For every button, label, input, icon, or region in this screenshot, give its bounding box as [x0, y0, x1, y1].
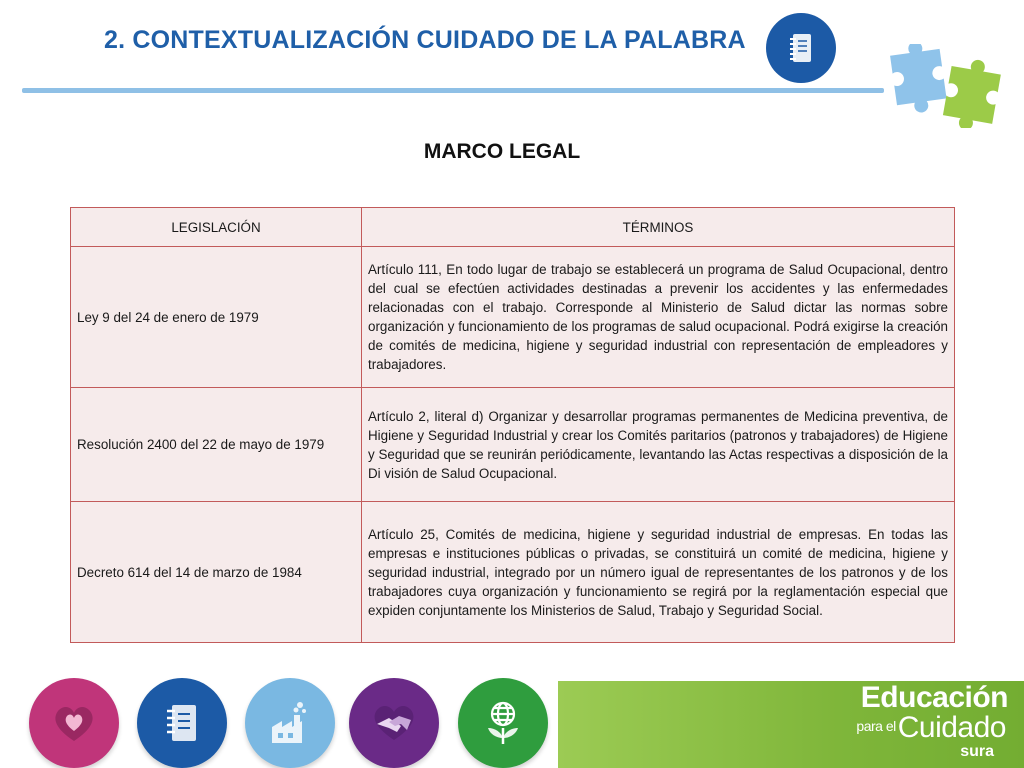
column-header-terms: TÉRMINOS — [362, 208, 955, 247]
legislation-cell: Decreto 614 del 14 de marzo de 1984 — [71, 502, 362, 643]
notebook-icon — [786, 31, 816, 65]
terms-cell: Artículo 111, En todo lugar de trabajo se establecerá un programa de Salud Ocupacional, dentro del cual se efectúen actividades destinadas a prevenir los accidentes y las enfermedades relacionadas con el trabajo. Corresponde al Ministerio de Salud dictar las normas sobre organización y funcionamiento de los programas de salud ocupacional. Podrá exigirse la creación de comités de medicina, higiene y seguridad industrial con representación de empleadores y trabajadores. — [362, 247, 955, 388]
legislation-cell: Ley 9 del 24 de enero de 1979 — [71, 247, 362, 388]
column-header-legislation: LEGISLACIÓN — [71, 208, 362, 247]
header-badge — [766, 13, 836, 83]
slide-title: 2. CONTEXTUALIZACIÓN CUIDADO DE LA PALABRA — [104, 26, 746, 54]
puzzle-pieces-icon — [884, 44, 1014, 128]
table-header-row — [71, 208, 955, 247]
globe-plant-circle — [458, 678, 548, 768]
brand-cuidado: Cuidado — [897, 711, 1006, 744]
handshake-icon — [367, 700, 421, 746]
factory-icon — [266, 699, 314, 747]
brand-subtitle — [856, 711, 1006, 745]
notebook-circle — [137, 678, 227, 768]
legal-framework-table — [70, 207, 955, 643]
globe-plant-icon — [478, 698, 528, 748]
sura-logo: sura — [960, 743, 994, 760]
table-row — [71, 502, 955, 643]
legislation-cell: Resolución 2400 del 22 de mayo de 1979 — [71, 388, 362, 502]
heart-circle — [29, 678, 119, 768]
footer-icon-row — [0, 672, 560, 768]
brand-small-text: para el — [856, 718, 896, 734]
factory-circle — [245, 678, 335, 768]
terms-cell: Artículo 2, literal d) Organizar y desarrollar programas permanentes de Medicina preventiva, de Higiene y Seguridad Industrial y crear los Comités paritarios (patronos y trabajadores) de Higiene y Seguridad que se reunirán periódicamente, levantando las Actas respectivas a disposición de la Di visión de Salud Ocupacional. — [362, 388, 955, 502]
table-row — [71, 247, 955, 388]
title-divider — [22, 88, 884, 93]
terms-cell: Artículo 25, Comités de medicina, higiene y seguridad industrial de empresas. En todas las empresas e instituciones públicas o privadas, se constituirá un comité de medicina, higiene y seguridad industrial, integrado por un número igual de representantes de los patronos y de los trabajadores cuya organización y funcionamiento se regirá por la reglamentación especial que expiden conjuntamente los Ministerios de Salud, Trabajo y Seguridad Social. — [362, 502, 955, 643]
brand-banner — [558, 681, 1024, 768]
table-row — [71, 388, 955, 502]
brand-title: Educación — [860, 681, 1008, 714]
notebook-icon — [162, 701, 202, 745]
handshake-circle — [349, 678, 439, 768]
section-title: MARCO LEGAL — [423, 140, 581, 163]
heart-icon — [50, 701, 98, 745]
